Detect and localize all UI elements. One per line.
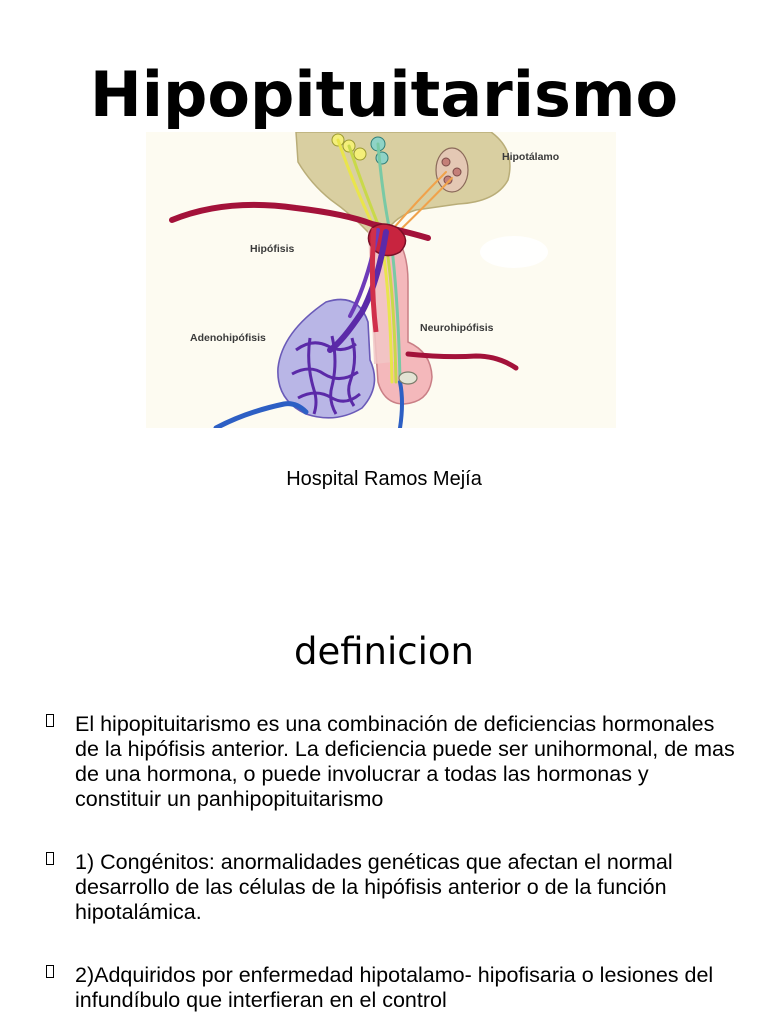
bullet-item	[40, 963, 740, 1013]
hypothalamic-nucleus	[436, 148, 468, 192]
bullet-list	[40, 712, 740, 1024]
label-adenohipofisis: Adenohipófisis	[190, 332, 266, 344]
label-hipotalamo: Hipotálamo	[502, 151, 560, 163]
bullet-marker-icon	[46, 965, 54, 978]
slide-title: Hipopituitarismo	[89, 58, 679, 131]
label-hipofisis: Hipófisis	[250, 243, 295, 255]
bullet-item	[40, 850, 740, 925]
bullet-text: 1) Congénitos: anormalidades genéticas que afectan el normal desarrollo de las células de la hipófisis anterior o de la función hipotalámica.	[75, 850, 673, 924]
slide-subtitle: Hospital Ramos Mejía	[286, 468, 482, 490]
bullet-text: El hipopituitarismo es una combinación de deficiencias hormonales de la hipófisis anterior. La deficiencia puede ser unihormonal, de mas de una hormona, o puede involucrar a todas las hormonas y constituir un panhipopituitarismo	[75, 712, 735, 811]
label-neurohipofisis: Neurohipófisis	[420, 322, 494, 334]
bullet-marker-icon	[46, 714, 54, 727]
bullet-marker-icon	[46, 852, 54, 865]
section-heading: definicion	[294, 630, 474, 673]
bullet-text: 2)Adquiridos por enfermedad hipotalamo- hipofisaria o lesiones del infundíbulo que interfieran en el control	[75, 963, 714, 1012]
pituitary-anatomy-figure	[146, 132, 616, 428]
pituitary-anatomy-diagram	[146, 132, 616, 428]
bullet-item	[40, 712, 740, 812]
